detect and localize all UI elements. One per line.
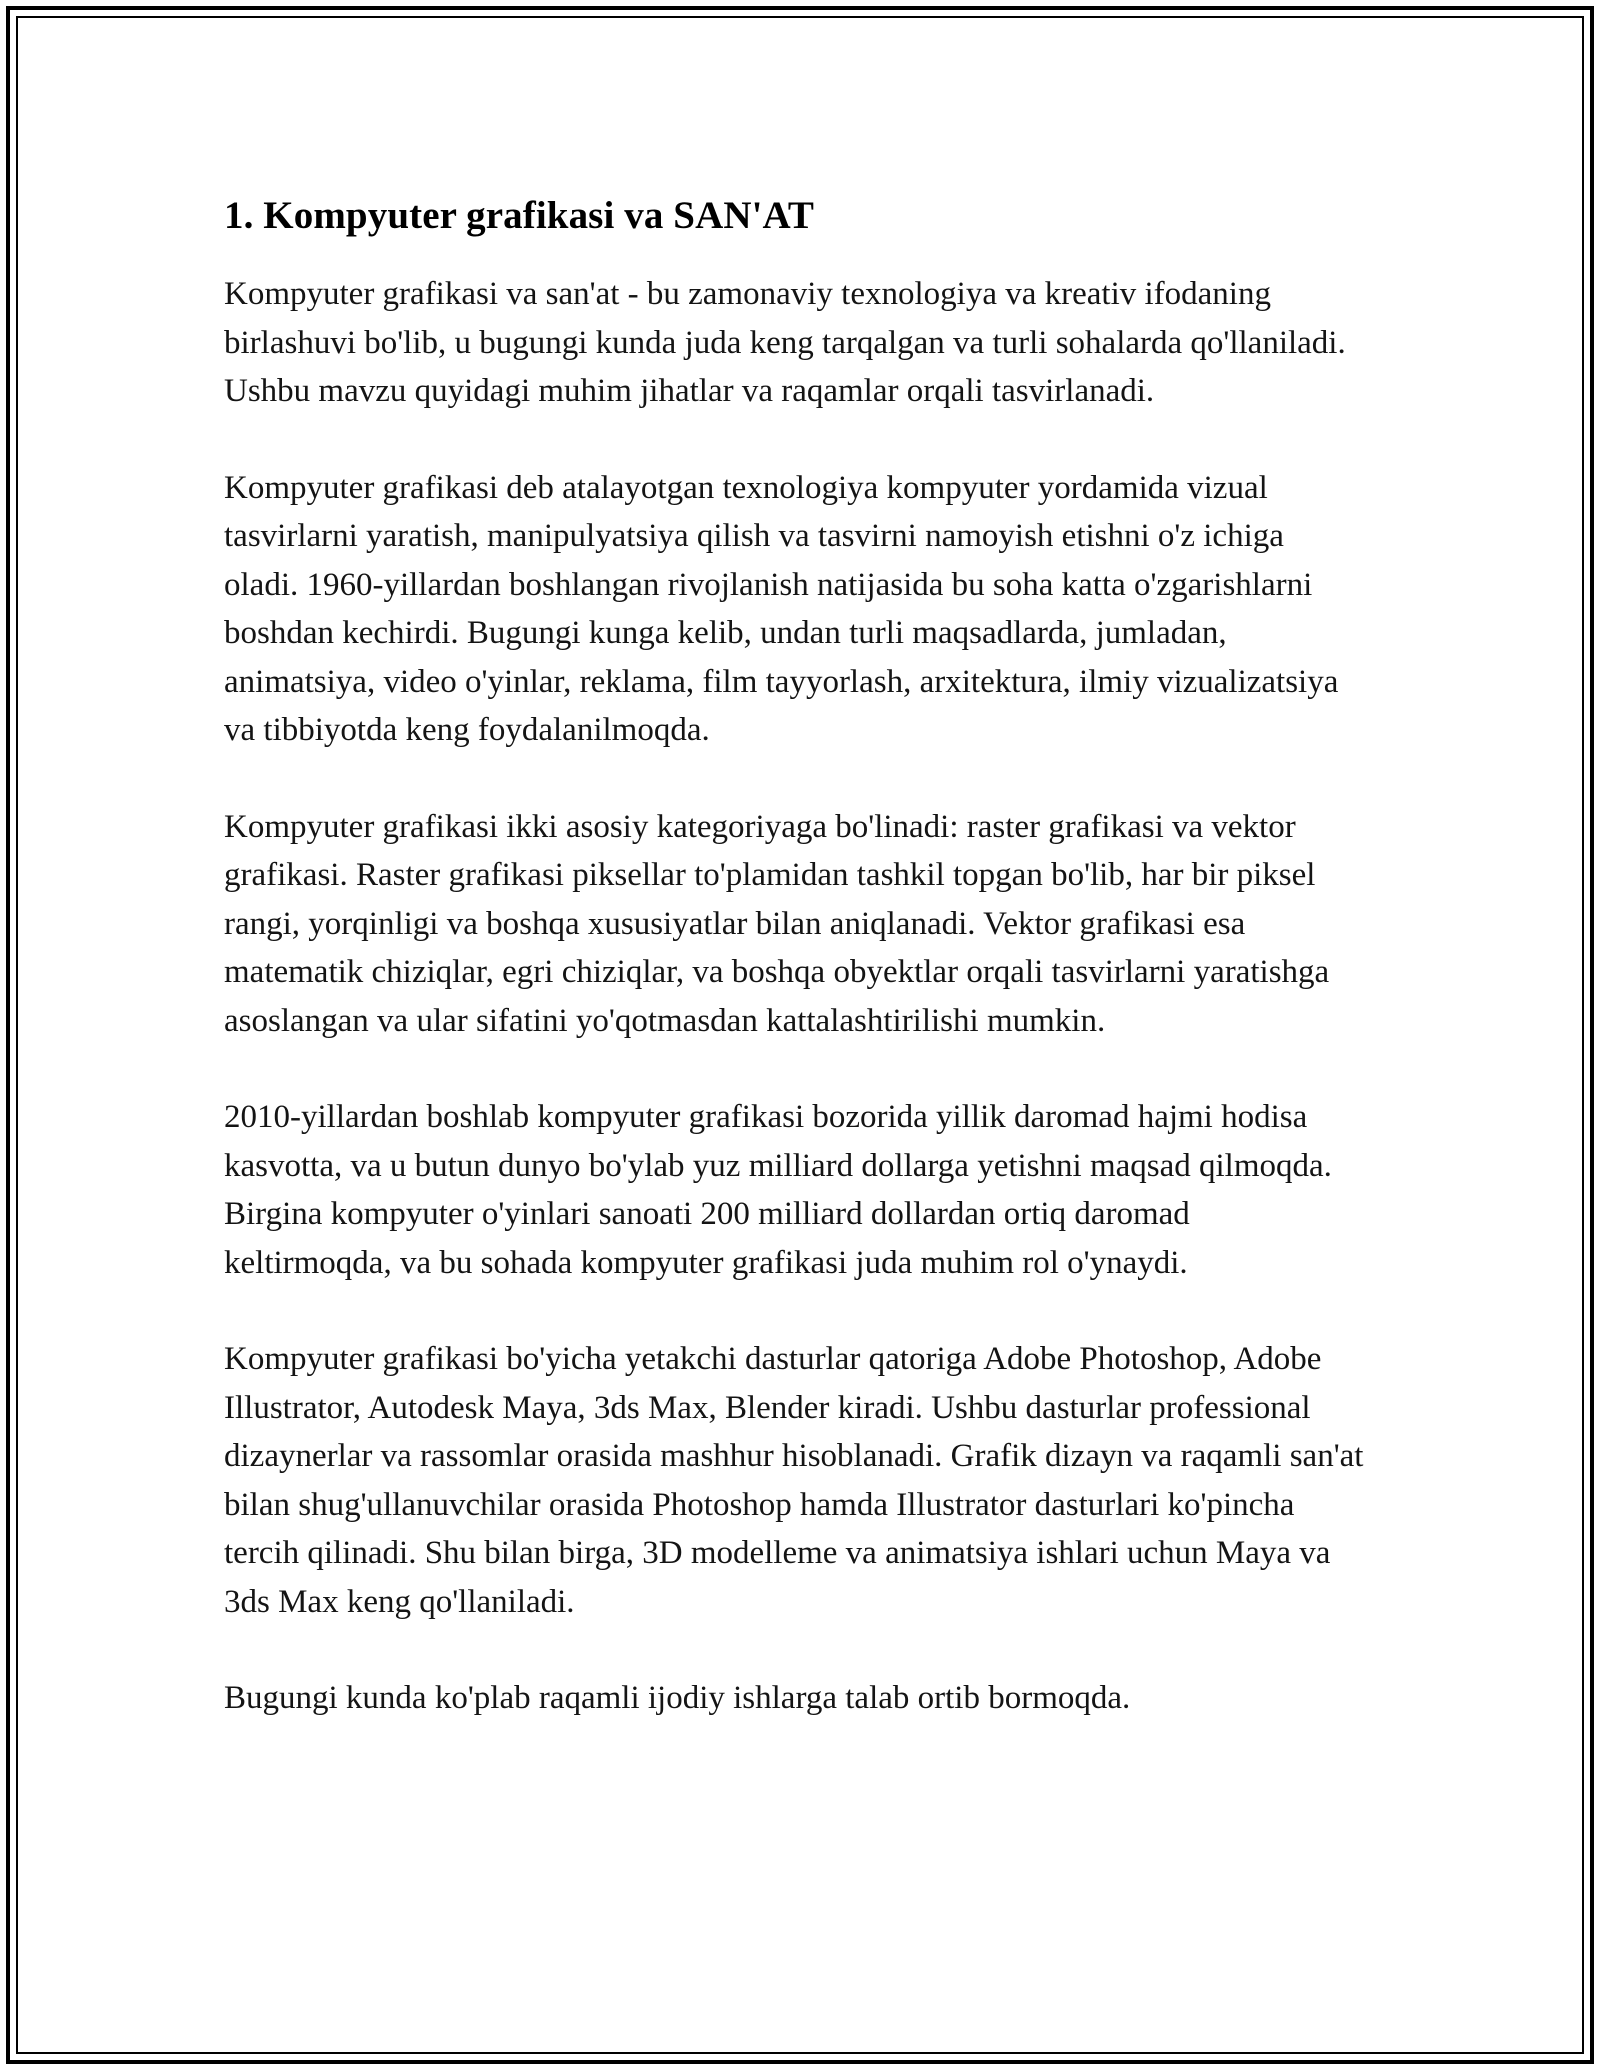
document-body xyxy=(224,190,1364,1723)
paragraph-categories: Kompyuter grafikasi ikki asosiy kategoriyaga bo'linadi: raster grafikasi va vektor grafikasi. Raster grafikasi piksellar to'plamidan tashkil topgan bo'lib, har bir piksel rangi, yorqinligi va boshqa xususiyatlar bilan aniqlanadi. Vektor grafikasi esa matematik chiziqlar, egri chiziqlar, va boshqa obyektlar orqali tasvirlarni yaratishga asoslangan va ular sifatini yo'qotmasdan kattalashtirilishi mumkin. xyxy=(224,808,1330,1039)
paragraph-intro: Kompyuter grafikasi va san'at - bu zamonaviy texnologiya va kreativ ifodaning birlashuvi bo'lib, u bugungi kunda juda keng tarqalgan va turli sohalarda qo'llaniladi. Ushbu mavzu quyidagi muhim jihatlar va raqamlar orqali tasvirlanadi. xyxy=(224,276,1346,409)
paragraph-software: Kompyuter grafikasi bo'yicha yetakchi dasturlar qatoriga Adobe Photoshop, Adobe Illustrator, Autodesk Maya, 3ds Max, Blender kiradi. Ushbu dasturlar professional dizaynerlar va rassomlar orasida mashhur hisoblanadi. Grafik dizayn va raqamli san'at bilan shug'ullanuvchilar orasida Photoshop hamda Illustrator dasturlari ko'pincha tercih qilinadi. Shu bilan birga, 3D modelleme va animatsiya ishlari uchun Maya va 3ds Max keng qo'llaniladi. xyxy=(224,1341,1364,1620)
document-title: 1. Kompyuter grafikasi va SAN'AT xyxy=(224,194,815,237)
paragraph-definition: Kompyuter grafikasi deb atalayotgan texnologiya kompyuter yordamida vizual tasvirlarni yaratish, manipulyatsiya qilish va tasvirni namoyish etishni o'z ichiga oladi. 1960-yillardan boshlangan rivojlanish natijasida bu soha katta o'zgarishlarni boshdan kechirdi. Bugungi kunga kelib, undan turli maqsadlarda, jumladan, animatsiya, video o'yinlar, reklama, film tayyorlash, arxitektura, ilmiy vizualizatsiya va tibbiyotda keng foydalanilmoqda. xyxy=(224,469,1339,748)
paragraph-market: 2010-yillardan boshlab kompyuter grafikasi bozorida yillik daromad hajmi hodisa kasvotta, va u butun dunyo bo'ylab yuz milliard dollarga yetishni maqsad qilmoqda. Birgina kompyuter o'yinlari sanoati 200 milliard dollardan ortiq daromad keltirmoqda, va bu sohada kompyuter grafikasi juda muhim rol o'ynaydi. xyxy=(224,1099,1332,1281)
paragraph-conclusion: Bugungi kunda ko'plab raqamli ijodiy ishlarga talab ortib bormoqda. xyxy=(224,1680,1131,1716)
